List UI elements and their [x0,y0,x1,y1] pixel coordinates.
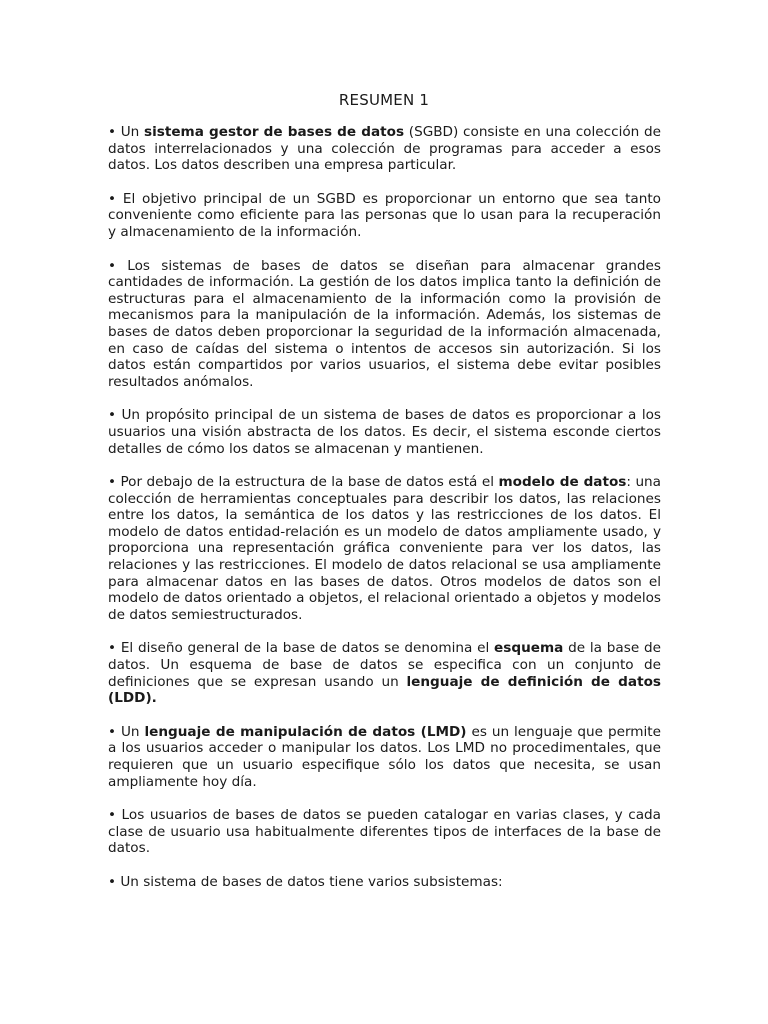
paragraph [108,191,661,241]
text-segment: • El diseño general de la base de datos se denomina el [108,640,495,657]
paragraph [108,724,661,790]
text-segment: • Los sistemas de bases de datos se diseñan para almacenar grandes cantidades de información. La gestión de los datos implica tanto la definición de estructuras para el almacenamiento de la información como la provisión de mecanismos para la manipulación de la información. Además, los sistemas de bases de datos deben proporcionar la seguridad de la información almacenada, en caso de caídas del sistema o intentos de accesos sin autorización. Si los datos están compartidos por varios usuarios, el sistema debe evitar posibles resultados anómalos. [108,257,661,390]
text-segment: • El objetivo principal de un SGBD es proporcionar un entorno que sea tanto conveniente como eficiente para las personas que lo usan para la recuperación y almacenamiento de la información. [108,190,661,240]
paragraph [108,640,661,706]
paragraph [108,258,661,391]
bold-term: lenguaje de manipulación de datos (LMD) [144,723,467,740]
paragraph [108,807,661,857]
text-segment: • Un propósito principal de un sistema de bases de datos es proporcionar a los usuarios una visión abstracta de los datos. Es decir, el sistema esconde ciertos detalles de cómo los datos se almacenan y mantienen. [108,407,661,457]
text-segment: • Un sistema de bases de datos tiene varios subsistemas: [108,873,503,890]
bold-term: modelo de datos [498,474,627,491]
bold-term: sistema gestor de bases de datos [143,124,405,140]
text-segment: • Un [108,124,144,140]
document-title: RESUMEN 1 [338,91,430,109]
bold-term: lenguaje de definición de datos (LDD). [108,673,662,707]
text-segment: es un lenguaje que permite a los usuarios acceder o manipular los datos. Los LMD no procedimentales, que requieren que un usuario especifique sólo los datos que necesita, se usan ampliamente hoy día. [108,723,662,790]
text-segment: • Los usuarios de bases de datos se pueden catalogar en varias clases, y cada clase de usuario usa habitualmente diferentes tipos de interfaces de la base de datos. [108,807,661,857]
text-segment: • Por debajo de la estructura de la base de datos está el [108,474,499,491]
paragraph [108,874,661,891]
paragraph [108,124,661,174]
text-segment: de la base de datos. Un esquema de base de datos se especifica con un conjunto de definiciones que se expresan usando un [108,640,661,690]
document-body [108,124,661,908]
text-segment: (SGBD) consiste en una colección de datos interrelacionados y una colección de programas para acceder a esos datos. Los datos describen una empresa particular. [108,124,661,174]
text-segment: • Un [108,723,145,740]
paragraph [108,474,661,623]
bold-term: esquema [494,640,564,657]
text-segment: : una colección de herramientas conceptuales para describir los datos, las relaciones entre los datos, la semántica de los datos y las restricciones de los datos. El modelo de datos entidad-relación es un modelo de datos ampliamente usado, y proporciona una representación gráfica conveniente para ver los datos, las relaciones y las restricciones. El modelo de datos relacional se usa ampliamente para almacenar datos en las bases de datos. Otros modelos de datos son el modelo de datos orientado a objetos, el relacional orientado a objetos y modelos de datos semiestructurados. [108,474,662,623]
paragraph [108,407,661,457]
